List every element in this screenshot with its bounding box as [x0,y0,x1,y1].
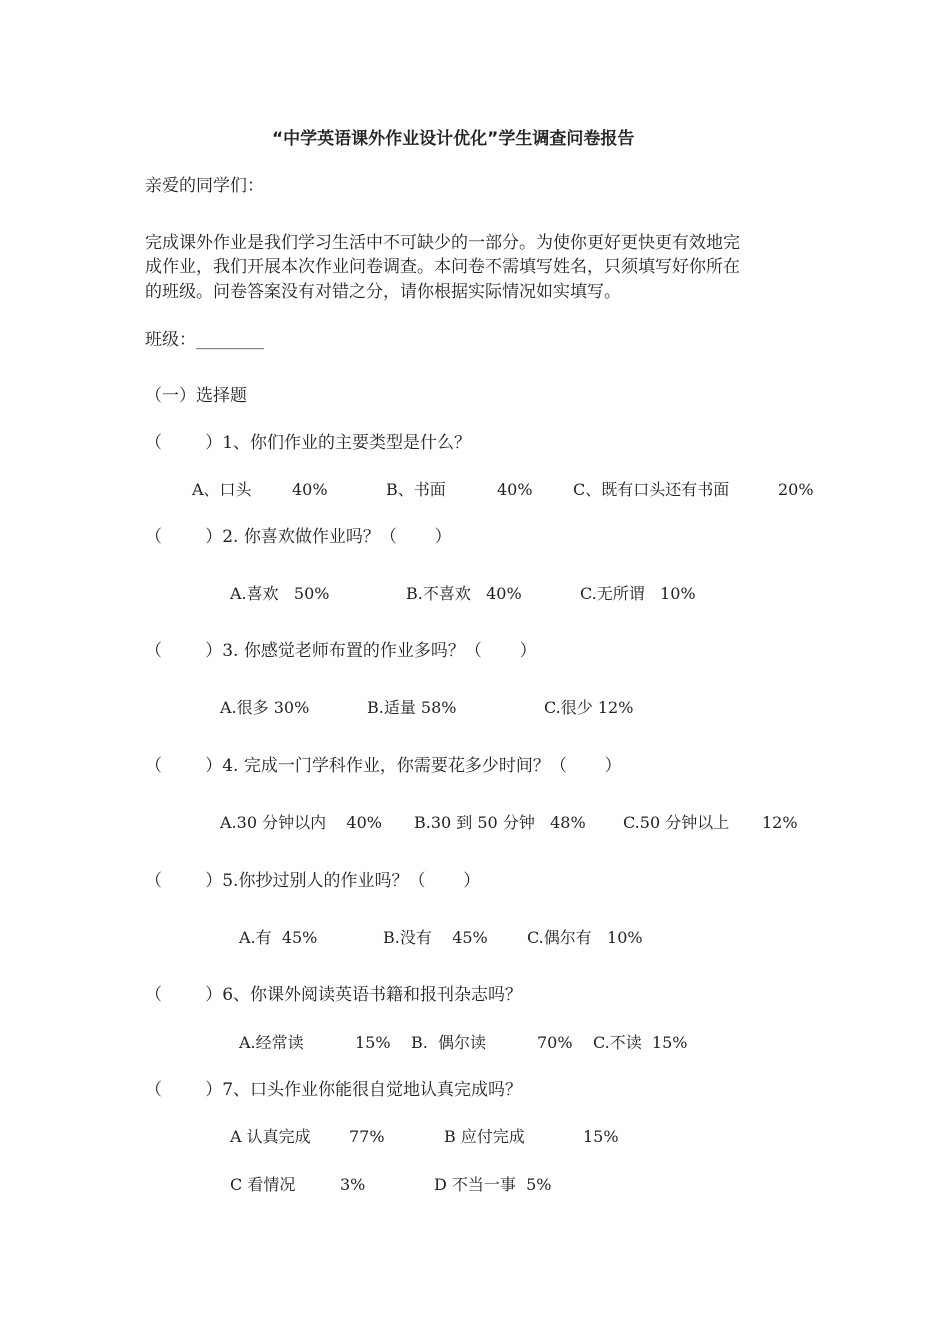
q6-option-c: C.不读 15% [593,1033,688,1052]
q4-option-c: C.50 分钟以上 [623,813,730,832]
q7-option-b-pct: 15% [583,1127,619,1146]
q5-option-c: C.偶尔有 10% [527,928,643,947]
q7-option-a-pct: 77% [349,1127,385,1146]
q1-option-c: C、既有口头还有书面 [573,480,730,499]
q2-option-c: C.无所谓 10% [580,584,696,603]
question-2: （ ）2. 你喜欢做作业吗？（ ） [145,527,452,547]
q5-option-a: A.有 45% [239,928,318,947]
q3-option-a: A.很多 30% [220,698,310,717]
q7-option-d: D 不当一事 5% [434,1175,552,1194]
question-7: （ ）7、口头作业你能很自觉地认真完成吗？ [145,1080,523,1100]
q4-option-c-pct: 12% [762,813,798,832]
greeting: 亲爱的同学们： [145,176,264,196]
intro-line-2: 成作业，我们开展本次作业问卷调查。本问卷不需填写姓名，只须填写好你所在 [145,257,740,277]
q1-option-a-pct: 40% [292,480,328,499]
class-field: 班级：________ [145,330,264,350]
q1-option-c-pct: 20% [778,480,814,499]
q7-option-b: B 应付完成 [444,1127,525,1146]
q6-option-b: B. 偶尔读 [411,1033,487,1052]
q2-option-b: B.不喜欢 40% [406,584,522,603]
q3-option-c: C.很少 12% [544,698,634,717]
q7-option-a: A 认真完成 [230,1127,311,1146]
q7-option-c-pct: 3% [340,1175,366,1194]
q7-option-c: C 看情况 [230,1175,296,1194]
q1-option-a: A、口头 [192,480,252,499]
section-heading: （一）选择题 [145,386,247,406]
q1-option-b: B、书面 [386,480,446,499]
q4-option-b: B.30 到 50 分钟 48% [414,813,586,832]
intro-line-1: 完成课外作业是我们学习生活中不可缺少的一部分。为使你更好更快更有效地完 [145,233,740,253]
q5-option-b: B.没有 45% [383,928,488,947]
intro-line-3: 的班级。问卷答案没有对错之分，请你根据实际情况如实填写。 [145,282,621,302]
q6-option-a-pct: 15% [355,1033,391,1052]
question-3: （ ）3. 你感觉老师布置的作业多吗？（ ） [145,641,537,661]
q4-option-a: A.30 分钟以内 40% [220,813,382,832]
q2-option-a: A.喜欢 50% [230,584,330,603]
question-4: （ ）4. 完成一门学科作业，你需要花多少时间？（ ） [145,756,622,776]
question-5: （ ）5.你抄过别人的作业吗？（ ） [145,871,481,891]
question-6: （ ）6、你课外阅读英语书籍和报刊杂志吗？ [145,985,523,1005]
question-1: （ ）1、你们作业的主要类型是什么？ [145,433,472,453]
q1-option-b-pct: 40% [497,480,533,499]
q6-option-b-pct: 70% [537,1033,573,1052]
page-title: “中学英语课外作业设计优化”学生调查问卷报告 [272,129,635,149]
q3-option-b: B.适量 58% [367,698,457,717]
q6-option-a: A.经常读 [239,1033,304,1052]
